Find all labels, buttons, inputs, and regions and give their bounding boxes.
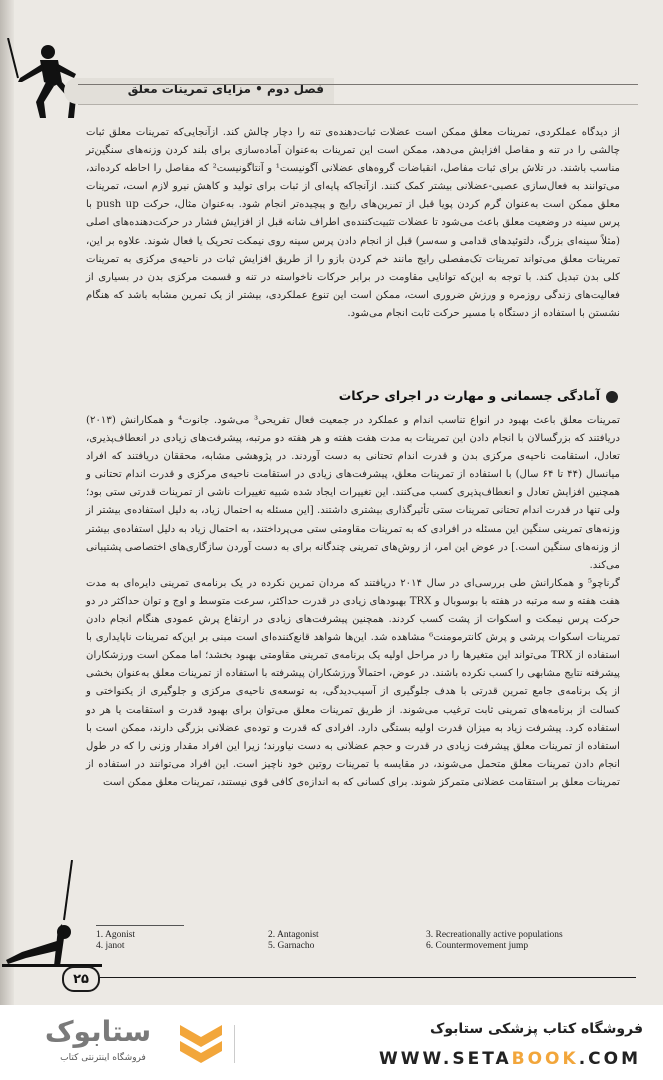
paragraph: از دیدگاه عملکردی، تمرینات معلق ممکن است عضلات ثبات‌دهنده‌ی تنه را دچار چالش کند. ازآنجایی‌که تمرینات معلق ثبات چالشی را در تنه و مفاصل افزایش می‌دهد، ممکن است این تمرینات به‌عنوان آماده‌سازی برای بلند کردن وزنه‌های سنگین‌تر مناسب باشند. در تلاش برای ثبات مفاصل، انقباضات گروه‌های عضلانی آگونیست¹ و آنتاگونیست² که مفاصل را احاطه کرده‌اند، می‌توانند به فعال‌سازی عصبی-عضلانی بیشتر کمک کنند. ازآنجاکه پایه‌ای از ثبات برای تولید و کاهش نیرو لازم است، تمرینات معلق ممکن است به‌عنوان گرم کردن پویا قبل از تمرین‌های رایج و پیچیده‌تر انجام شود. به‌عنوان مثال، حرکت push up با پرس سینه در وضعیت معلق باعث می‌شود تا عضلات تثبیت‌کننده‌ی اطراف شانه قبل از افزایش فشار در حرکت‌دهنده‌های اصلی (مثلاً سینه‌ای بزرگ، دلتوئیدهای قدامی و سه‌سر) قبل از انجام دادن پرس سینه روی نیمکت تحریک یا فعال شوند. علاوه بر این، تمرینات معلق می‌تواند تمرینات تک‌مفصلی رایج مانند خم کردن بازو را از طریق افزایش ثبات در ناحیه‌ی مرکزی به تمرینات کلی بدن تبدیل کند. با توجه به این‌که توانایی مقاومت در برابر حرکات ناخواسته در تنه و قسمت مرکزی بدن در بسیاری از فعالیت‌های زندگی روزمره و ورزش ضروری است، ممکن است این تنوع عملکردی، بیشتر از یک تمرین مشابه باشد که هنگام نشستن با استفاده از دستگاه با مسیر حرکت ثابت انجام می‌شود. <box>86 127 620 319</box>
store-name: فروشگاه کتاب پزشکی ستابوک <box>430 1021 643 1037</box>
footnote: 3. Recreationally active populations <box>426 930 563 940</box>
paragraph: تمرینات معلق باعث بهبود در انواع تناسب اندام و عملکرد در جمعیت فعال تفریحی³ می‌شود. جانوت⁴ و همکارانش (۲۰۱۳) دریافتند که بزرگسالان با انجام دادن این تمرینات به مدت هفت هفته و هر هفته دو مرتبه، پیشرفت‌های زیادی در انعطاف‌پذیری، تعادل، استقامت ناحیه‌ی مرکزی بدن و قدرت اندام تحتانی به دست آوردند. در پژوهشی مشابه، محققان دریافتند که افراد میانسال (۴۴ تا ۶۴ سال) با استفاده از تمرینات معلق، پیشرفت‌های زیادی در استقامت ناحیه‌ی مرکزی و قدرت اندام تحتانی و همچنین افزایش تعادل و انعطاف‌پذیری کسب می‌کنند. این تغییرات ایجاد شده شبیه تغییرات ناشی از تمرینات قدرتی ستی بود؛ ولی تنها در قدرت اندام تحتانی تمرینات ستی تأثیرگذاری بیشتری داشتند. [این مسئله به احتمال زیاد، به دلیل استفاده‌ی بیشتر از وزنه‌های تمرینی سنگین این مسئله در افرادی که به تمرینات مقاومتی ستی می‌پرداختند، به احتمال زیاد به دلیل استفاده‌ی بیشتر از وزنه‌های سنگین است.] در عوض این امر، از روش‌های تمرینی چندگانه برای به دست آوردن سازگاری‌های اختصاصی پشتیبانی می‌کند. <box>86 415 621 571</box>
footnote-column <box>268 930 319 952</box>
footnote: 5. Garnacho <box>268 941 315 951</box>
section-heading-text: آمادگی جسمانی و مهارت در اجرای حرکات <box>338 388 600 403</box>
setabook-logo-icon <box>176 1019 226 1067</box>
page-number-badge <box>62 966 100 992</box>
footnote-column <box>96 930 135 952</box>
url-prefix: WWW.SETA <box>379 1049 512 1069</box>
url-accent: BOOK <box>511 1049 579 1069</box>
section-bullet-icon <box>606 391 618 403</box>
plank-athlete-icon <box>2 860 102 970</box>
chapter-title: فصل دوم • مزایای تمرینات معلق <box>127 82 324 96</box>
footnote-rule <box>96 925 184 926</box>
header-rule-lower <box>78 104 638 105</box>
footnote: 6. Countermovement jump <box>426 941 529 951</box>
footnote-column <box>426 930 563 952</box>
store-footer-banner <box>0 1005 663 1080</box>
footnote: 1. Agonist <box>96 930 136 940</box>
logo-divider <box>234 1025 235 1063</box>
footnote: 2. Antagonist <box>268 930 319 940</box>
page-number: ۲۵ <box>73 972 89 987</box>
footnote: 4. janot <box>96 941 125 951</box>
body-text-section <box>86 412 620 792</box>
page-binding-shadow <box>0 0 14 1005</box>
header-rule <box>78 84 638 85</box>
logo-wordmark[interactable]: ستابوک <box>44 1015 152 1048</box>
logo-tagline: فروشگاه اینترنتی کتاب <box>60 1053 146 1063</box>
paragraph: گرناچو⁵ و همکارانش طی بررسی‌ای در سال ۲۰۱۴ دریافتند که مردان تمرین نکرده در یک برنامه‌ی تمرینی دایره‌ای به مدت هفت هفته و سه مرتبه در هفته با بوسوبال و TRX بهبودهای زیادی در قدرت حداکثر، سرعت متوسط و اوج و توان حداکثر در دو حرکت پرس نیمکت و اسکوات از پشت کسب کردند. همچنین پیشرفت‌های زیادی در ارتفاع پرش عمودی هنگام انجام دادن تمرینات اسکوات پرشی و پرش کانترمومنت⁶ مشاهده شد. این‌ها شواهد قانع‌کننده‌ای است مبنی بر این‌که تمرینات ناپایداری با استفاده از TRX می‌تواند این متغیرها را در مراحل اولیه یک برنامه‌ی تمرینی مقاومتی بهبود بخشد؛ اما ممکن است ورزشکاران پیشرفته نتایج مشابهی را کسب نکرده باشند. در عوض، احتمالاً ورزشکاران پیشرفته با استفاده از تمرینات معلق به‌عنوان بخشی از یک برنامه‌ی جامع تمرین قدرتی با هدف جلوگیری از آسیب‌دیدگی، به توسعه‌ی ناحیه‌ی مرکزی و جلوگیری از یکنواختی و کسالت از برنامه‌های تمرینی ثابت ترغیب می‌شوند. از طریق تمرینات معلق می‌توان برای بهبود قدرت و استقامت یا هر دو استفاده کرد. پیشرفت زیاد به میزان قدرت اولیه بستگی دارد. افرادی که قدرت و توده‌ی عضلانی بزرگی دارند، ممکن است با استفاده از تمرینات معلق پیشرفت زیادی در قدرت و حجم عضلانی به دست نیاورند؛ زیرا این افراد مقدار وزنی را که در طول انجام دادن تمرینات معلق متحمل می‌شوند، در مقایسه با تمرینات روتین خود ناچیز است. این افراد می‌توانند در استفاده از تمرینات معلق بر استقامت عضلانی متمرکز شوند. برای کسانی که به اندازه‌ی کافی قوی نیستند، تمرینات معلق ممکن است <box>86 577 620 788</box>
section-heading <box>86 388 618 403</box>
body-text-intro <box>86 124 620 323</box>
page-number-rule <box>96 977 636 978</box>
url-suffix: .COM <box>578 1049 641 1069</box>
store-url-link[interactable] <box>379 1049 641 1069</box>
